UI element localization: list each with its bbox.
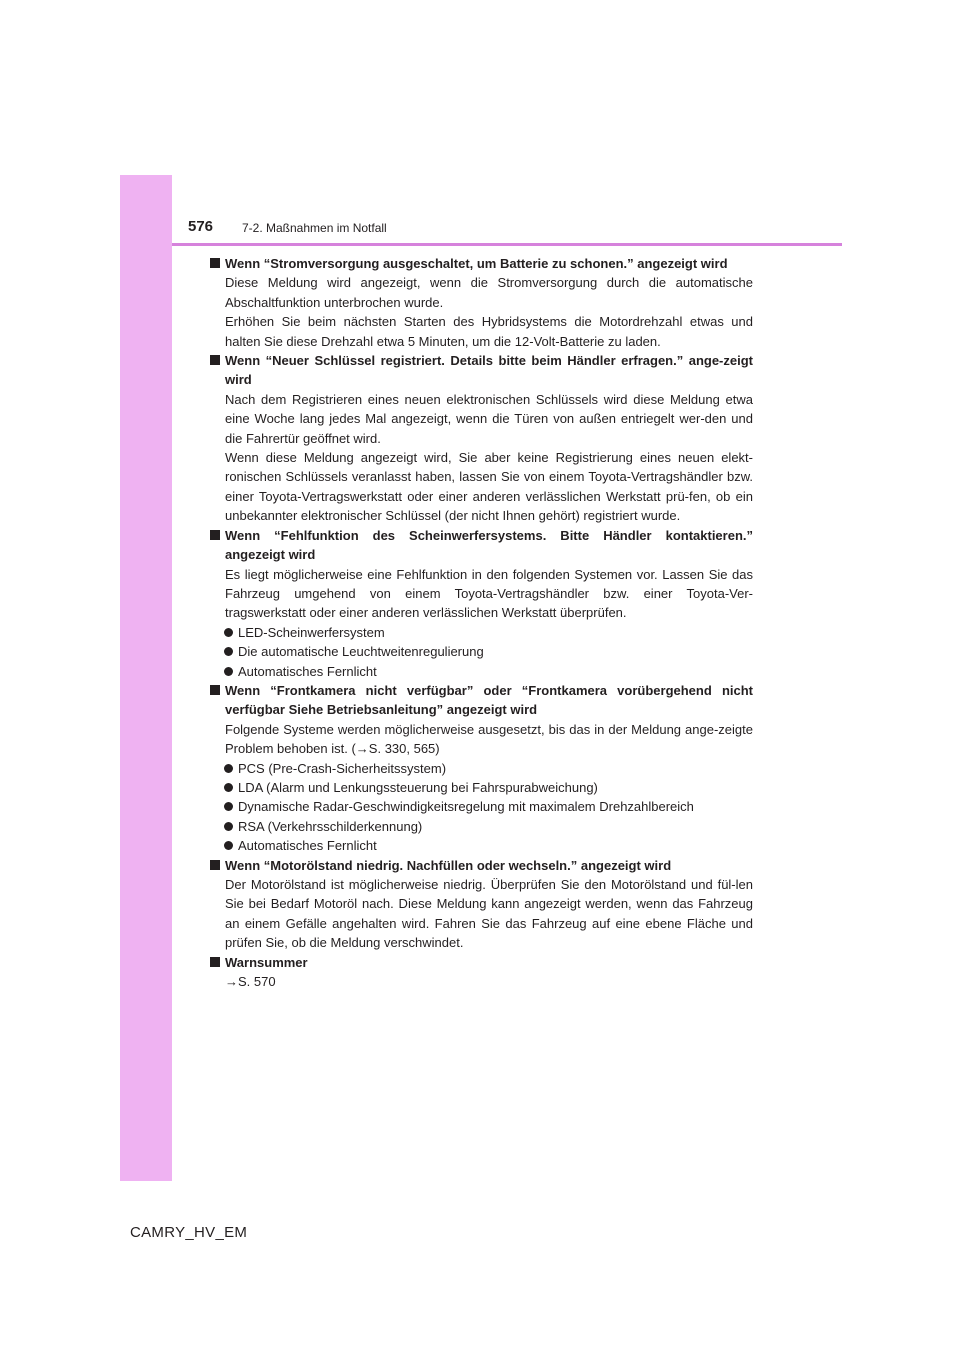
list-item [210, 642, 753, 661]
block-text: Wenn “Stromversorgung ausgeschaltet, um Batterie zu schonen.” angezeigt wird [225, 256, 728, 271]
block-text: Erhöhen Sie beim nächsten Starten des Hybridsystems die Motordrehzahl etwas und halten Sie diese Drehzahl etwa 5 Minuten, um die 12-Volt-Batterie zu laden. [225, 314, 753, 349]
block-text: Dynamische Radar-Geschwindigkeitsregelung mit maximalem Drehzahlbereich [238, 799, 694, 815]
list-item [210, 797, 753, 816]
round-bullet-icon [224, 667, 233, 676]
body-paragraph [210, 875, 753, 953]
section-heading [210, 953, 753, 972]
body-paragraph [210, 720, 753, 759]
block-text: Wenn “Motorölstand niedrig. Nachfüllen oder wechseln.” angezeigt wird [225, 857, 672, 873]
block-text: Automatisches Fernlicht [238, 838, 377, 854]
body-paragraph [210, 312, 753, 351]
round-bullet-icon [224, 783, 233, 792]
model-code: CAMRY_HV_EM [130, 1224, 248, 1241]
block-text: Diese Meldung wird angezeigt, wenn die Stromversorgung durch die automatische Abschaltfunktion unterbrochen wurde. [225, 275, 753, 310]
body-paragraph [210, 390, 753, 448]
block-text: Nach dem Registrieren eines neuen elektronischen Schlüssels wird diese Meldung etwa eine Woche lang jedes Mal angezeigt, wenn die Türen von außen entriegelt wer-den und die Fahrertür geöffnet wird. [225, 391, 753, 446]
list-item [210, 836, 753, 855]
section-heading [210, 856, 753, 875]
body-paragraph [210, 448, 753, 526]
block-text: →S. 570 [225, 974, 276, 990]
round-bullet-icon [224, 841, 233, 850]
round-bullet-icon [224, 628, 233, 637]
block-text: LDA (Alarm und Lenkungssteuerung bei Fahrspurabweichung) [238, 779, 598, 795]
body-paragraph [210, 972, 753, 991]
square-bullet-icon [210, 355, 220, 365]
block-text: RSA (Verkehrsschilderkennung) [238, 818, 423, 834]
block-text: PCS (Pre-Crash-Sicherheitssystem) [238, 760, 447, 776]
block-text: Wenn “Neuer Schlüssel registriert. Details bitte beim Händler erfragen.” ange-zeigt wird [225, 353, 753, 388]
list-item [210, 623, 753, 642]
square-bullet-icon [210, 860, 220, 870]
list-item [210, 778, 753, 797]
block-text: Folgende Systeme werden möglicherweise ausgesetzt, bis das in der Meldung ange-zeigte Problem behoben ist. (→S. 330, 565) [225, 721, 753, 757]
block-text: Automatisches Fernlicht [238, 663, 377, 679]
square-bullet-icon [210, 258, 220, 268]
block-text: LED-Scheinwerfersystem [238, 624, 385, 640]
section-heading [210, 254, 753, 273]
square-bullet-icon [210, 530, 220, 540]
chapter-sidebar-tab [120, 175, 172, 1181]
section-heading [210, 526, 753, 565]
round-bullet-icon [224, 802, 233, 811]
block-text: Wenn “Frontkamera nicht verfügbar” oder “Frontkamera vorübergehend nicht verfügbar Siehe Betriebsanleitung” angezeigt wird [225, 682, 753, 718]
list-item [210, 662, 753, 681]
page-number: 576 [188, 218, 214, 235]
round-bullet-icon [224, 764, 233, 773]
list-item [210, 817, 753, 836]
body-paragraph [210, 273, 753, 312]
block-text: Wenn diese Meldung angezeigt wird, Sie aber keine Registrierung eines neuen elekt-ronischen Schlüssels veranlasst haben, lassen Sie von einem Toyota-Vertragshändler bzw. einer Toyota-Vertragswerkstatt oder einer anderen verlässlichen Werkstatt prü-fen, ob ein unbekannter elektronischer Schlüssel (der nicht Ihnen gehört) registriert wurde. [225, 450, 753, 524]
section-title: 7-2. Maßnahmen im Notfall [242, 221, 387, 235]
section-heading [210, 351, 753, 390]
round-bullet-icon [224, 647, 233, 656]
block-text: Wenn “Fehlfunktion des Scheinwerfersystems. Bitte Händler kontaktieren.” angezeigt wird [225, 527, 753, 563]
body-paragraph [210, 565, 753, 623]
page-content [210, 254, 753, 991]
list-item [210, 759, 753, 778]
section-heading [210, 681, 753, 720]
round-bullet-icon [224, 822, 233, 831]
block-text: Es liegt möglicherweise eine Fehlfunktion in den folgenden Systemen vor. Lassen Sie das Fahrzeug umgehend von einem Toyota-Vertragshändler bzw. einer Toyota-Ver-tragswerkstatt oder einer anderen verlässlichen Werkstatt überprüfen. [225, 566, 753, 621]
block-text: Die automatische Leuchtweitenregulierung [238, 644, 484, 660]
block-text: Warnsummer [225, 954, 308, 970]
square-bullet-icon [210, 957, 220, 967]
block-text: Der Motorölstand ist möglicherweise niedrig. Überprüfen Sie den Motorölstand und fül-len Sie bei Bedarf Motoröl nach. Diese Meldung kann angezeigt werden, wenn das Fahrzeug an einem Gefälle angehalten wird. Fahren Sie das Fahrzeug auf eine ebene Fläche und prüfen Sie, ob die Meldung verschwindet. [225, 877, 753, 951]
square-bullet-icon [210, 685, 220, 695]
header-rule [172, 243, 842, 246]
